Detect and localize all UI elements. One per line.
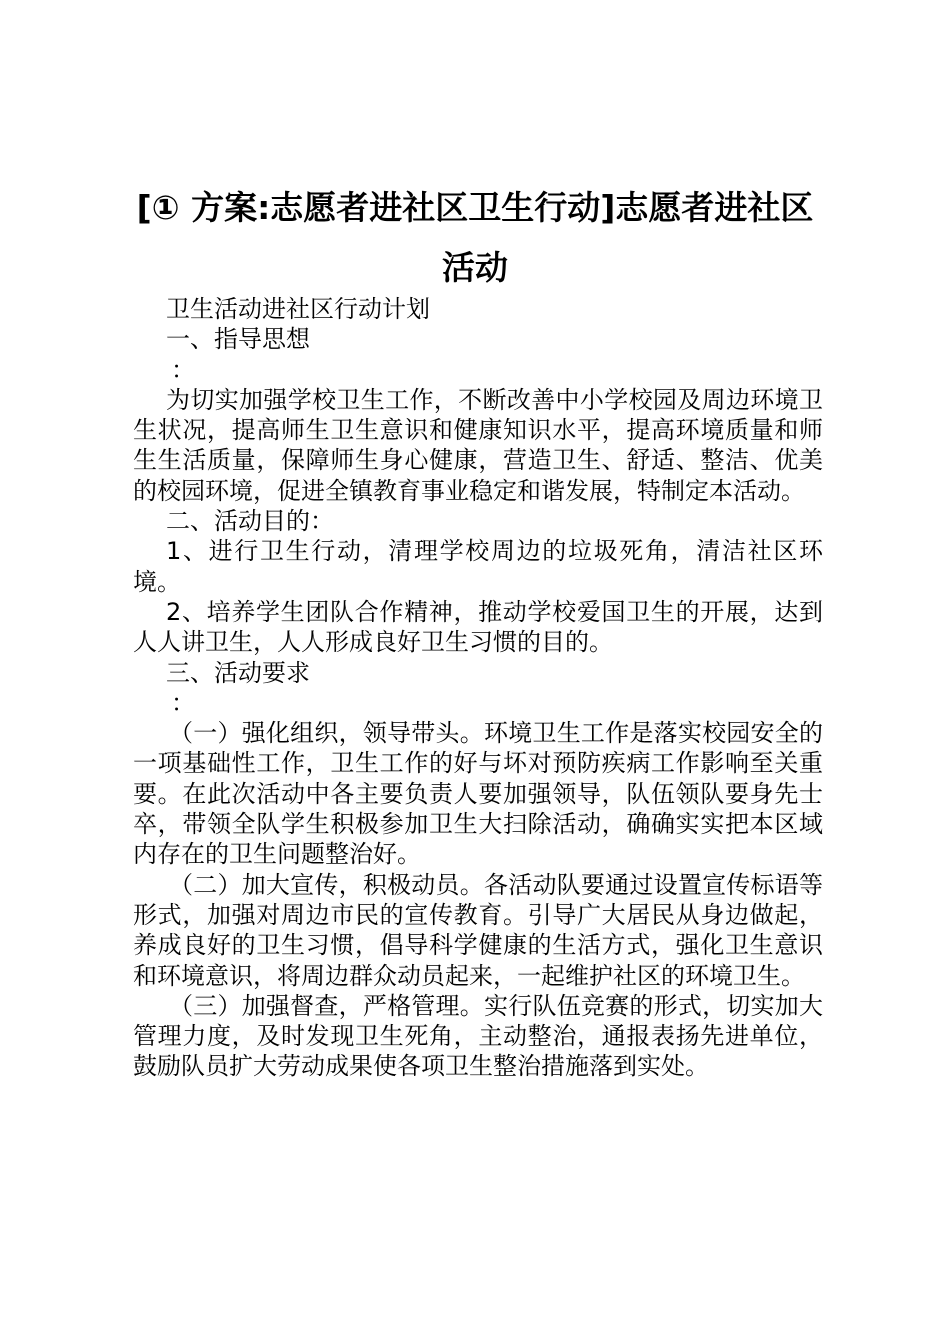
document-title: [① 方案:志愿者进社区卫生行动]志愿者进社区活动 [136,188,814,287]
section-heading-guiding-ideology: 一、指导思想 [166,325,310,354]
paragraph-requirement-3: （三）加强督查，严格管理。实行队伍竞赛的形式，切实加大管理力度，及时发现卫生死角，主动整治，通报表扬先进单位，鼓励队员扩大劳动成果使各项卫生整治措施落到实处。 [133,991,823,1081]
section-heading-activity-purpose: 二、活动目的： [166,507,334,536]
paragraph-guiding-ideology: 为切实加强学校卫生工作，不断改善中小学校园及周边环境卫生状况，提高师生卫生意识和健康知识水平，提高环境质量和师生生活质量，保障师生身心健康，营造卫生、舒适、整洁、优美的校园环境，促进全镇教育事业稳定和谐发展，特制定本活动。 [133,385,823,505]
colon-line: ： [171,355,195,384]
colon-line: ： [171,688,195,717]
document-body [133,294,823,1082]
paragraph-requirement-2: （二）加大宣传，积极动员。各活动队要通过设置宣传标语等形式，加强对周边市民的宣传教育。引导广大居民从身边做起，养成良好的卫生习惯，倡导科学健康的生活方式，强化卫生意识和环境意识，将周边群众动员起来，一起维护社区的环境卫生。 [133,870,823,990]
paragraph-purpose-2: 2、培养学生团队合作精神，推动学校爱国卫生的开展，达到人人讲卫生，人人形成良好卫生习惯的目的。 [133,597,823,657]
section-heading-activity-requirements: 三、活动要求 [166,658,310,687]
paragraph-purpose-1: 1、进行卫生行动，清理学校周边的垃圾死角，清洁社区环境。 [133,537,823,596]
paragraph-requirement-1: （一）强化组织，领导带头。环境卫生工作是落实校园安全的一项基础性工作，卫生工作的好与坏对预防疾病工作影响至关重要。在此次活动中各主要负责人要加强领导，队伍领队要身先士卒，带领全队学生积极参加卫生大扫除活动，确确实实把本区域内存在的卫生问题整治好。 [133,719,823,869]
plan-heading: 卫生活动进社区行动计划 [166,295,430,323]
